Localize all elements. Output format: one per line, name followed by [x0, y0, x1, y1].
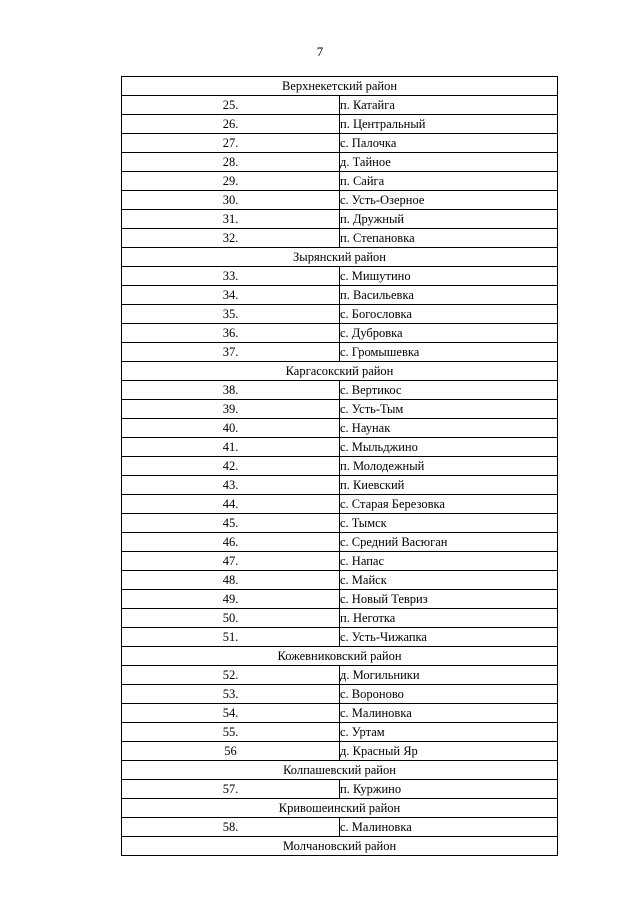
- row-number: 25.: [122, 96, 340, 115]
- settlement-name: п. Неготка: [340, 609, 558, 628]
- row-number: 29.: [122, 172, 340, 191]
- table-row: [122, 172, 558, 191]
- settlement-name: с. Дубровка: [340, 324, 558, 343]
- row-number: 33.: [122, 267, 340, 286]
- row-number: 52.: [122, 666, 340, 685]
- table-row: [122, 818, 558, 837]
- table-row: [122, 343, 558, 362]
- table-row: [122, 704, 558, 723]
- district-header-row: [122, 761, 558, 780]
- row-number: 37.: [122, 343, 340, 362]
- row-number: 36.: [122, 324, 340, 343]
- row-number: 58.: [122, 818, 340, 837]
- settlement-name: с. Усть-Озерное: [340, 191, 558, 210]
- settlement-name: с. Мыльджино: [340, 438, 558, 457]
- district-name: Колпашевский район: [122, 761, 558, 780]
- table-row: [122, 666, 558, 685]
- settlement-name: с. Старая Березовка: [340, 495, 558, 514]
- row-number: 54.: [122, 704, 340, 723]
- table-row: [122, 438, 558, 457]
- settlement-name: п. Центральный: [340, 115, 558, 134]
- table-row: [122, 400, 558, 419]
- settlement-name: с. Вороново: [340, 685, 558, 704]
- settlement-name: п. Сайга: [340, 172, 558, 191]
- row-number: 28.: [122, 153, 340, 172]
- row-number: 56: [122, 742, 340, 761]
- table-row: [122, 628, 558, 647]
- settlement-name: д. Красный Яр: [340, 742, 558, 761]
- settlement-name: п. Дружный: [340, 210, 558, 229]
- table-row: [122, 476, 558, 495]
- table-row: [122, 210, 558, 229]
- district-name: Верхнекетский район: [122, 77, 558, 96]
- table-row: [122, 533, 558, 552]
- settlement-name: с. Майск: [340, 571, 558, 590]
- settlement-name: с. Усть-Чижапка: [340, 628, 558, 647]
- settlement-name: с. Богословка: [340, 305, 558, 324]
- settlement-name: с. Уртам: [340, 723, 558, 742]
- district-header-row: [122, 799, 558, 818]
- district-name: Молчановский район: [122, 837, 558, 856]
- settlement-name: п. Молодежный: [340, 457, 558, 476]
- settlement-name: п. Васильевка: [340, 286, 558, 305]
- district-header-row: [122, 647, 558, 666]
- settlement-name: с. Малиновка: [340, 818, 558, 837]
- settlement-name: с. Средний Васюган: [340, 533, 558, 552]
- row-number: 53.: [122, 685, 340, 704]
- settlement-name: с. Тымск: [340, 514, 558, 533]
- row-number: 35.: [122, 305, 340, 324]
- settlement-name: с. Малиновка: [340, 704, 558, 723]
- page-number: 7: [316, 44, 324, 59]
- row-number: 47.: [122, 552, 340, 571]
- settlement-name: с. Палочка: [340, 134, 558, 153]
- settlement-name: с. Наунак: [340, 419, 558, 438]
- table-row: [122, 609, 558, 628]
- district-header-row: [122, 362, 558, 381]
- row-number: 30.: [122, 191, 340, 210]
- row-number: 57.: [122, 780, 340, 799]
- row-number: 43.: [122, 476, 340, 495]
- row-number: 26.: [122, 115, 340, 134]
- district-header-row: [122, 837, 558, 856]
- table-row: [122, 685, 558, 704]
- district-header-row: [122, 248, 558, 267]
- row-number: 50.: [122, 609, 340, 628]
- settlement-name: с. Громышевка: [340, 343, 558, 362]
- row-number: 38.: [122, 381, 340, 400]
- settlements-table: [121, 76, 558, 856]
- table-row: [122, 723, 558, 742]
- table-row: [122, 134, 558, 153]
- row-number: 42.: [122, 457, 340, 476]
- row-number: 51.: [122, 628, 340, 647]
- row-number: 45.: [122, 514, 340, 533]
- settlement-name: с. Усть-Тым: [340, 400, 558, 419]
- table-row: [122, 191, 558, 210]
- table-row: [122, 742, 558, 761]
- district-name: Каргасокский район: [122, 362, 558, 381]
- table-row: [122, 153, 558, 172]
- row-number: 46.: [122, 533, 340, 552]
- district-name: Зырянский район: [122, 248, 558, 267]
- row-number: 44.: [122, 495, 340, 514]
- row-number: 32.: [122, 229, 340, 248]
- table-row: [122, 267, 558, 286]
- table-row: [122, 286, 558, 305]
- row-number: 39.: [122, 400, 340, 419]
- table-row: [122, 495, 558, 514]
- table-row: [122, 514, 558, 533]
- table-row: [122, 457, 558, 476]
- row-number: 40.: [122, 419, 340, 438]
- row-number: 49.: [122, 590, 340, 609]
- settlement-name: п. Катайга: [340, 96, 558, 115]
- table-row: [122, 419, 558, 438]
- row-number: 27.: [122, 134, 340, 153]
- table-row: [122, 324, 558, 343]
- table-row: [122, 115, 558, 134]
- row-number: 31.: [122, 210, 340, 229]
- settlement-name: с. Вертикос: [340, 381, 558, 400]
- row-number: 55.: [122, 723, 340, 742]
- table-row: [122, 571, 558, 590]
- row-number: 41.: [122, 438, 340, 457]
- settlement-name: п. Куржино: [340, 780, 558, 799]
- settlement-name: с. Мишутино: [340, 267, 558, 286]
- row-number: 34.: [122, 286, 340, 305]
- table-row: [122, 229, 558, 248]
- settlement-name: с. Напас: [340, 552, 558, 571]
- table-row: [122, 381, 558, 400]
- settlement-name: д. Могильники: [340, 666, 558, 685]
- table-row: [122, 780, 558, 799]
- settlement-name: с. Новый Тевриз: [340, 590, 558, 609]
- settlement-name: д. Тайное: [340, 153, 558, 172]
- table-row: [122, 552, 558, 571]
- district-name: Кожевниковский район: [122, 647, 558, 666]
- table-row: [122, 590, 558, 609]
- settlement-name: п. Степановка: [340, 229, 558, 248]
- district-header-row: [122, 77, 558, 96]
- settlement-name: п. Киевский: [340, 476, 558, 495]
- district-name: Кривошеинский район: [122, 799, 558, 818]
- settlements-table-body: [122, 77, 558, 856]
- row-number: 48.: [122, 571, 340, 590]
- table-row: [122, 96, 558, 115]
- table-row: [122, 305, 558, 324]
